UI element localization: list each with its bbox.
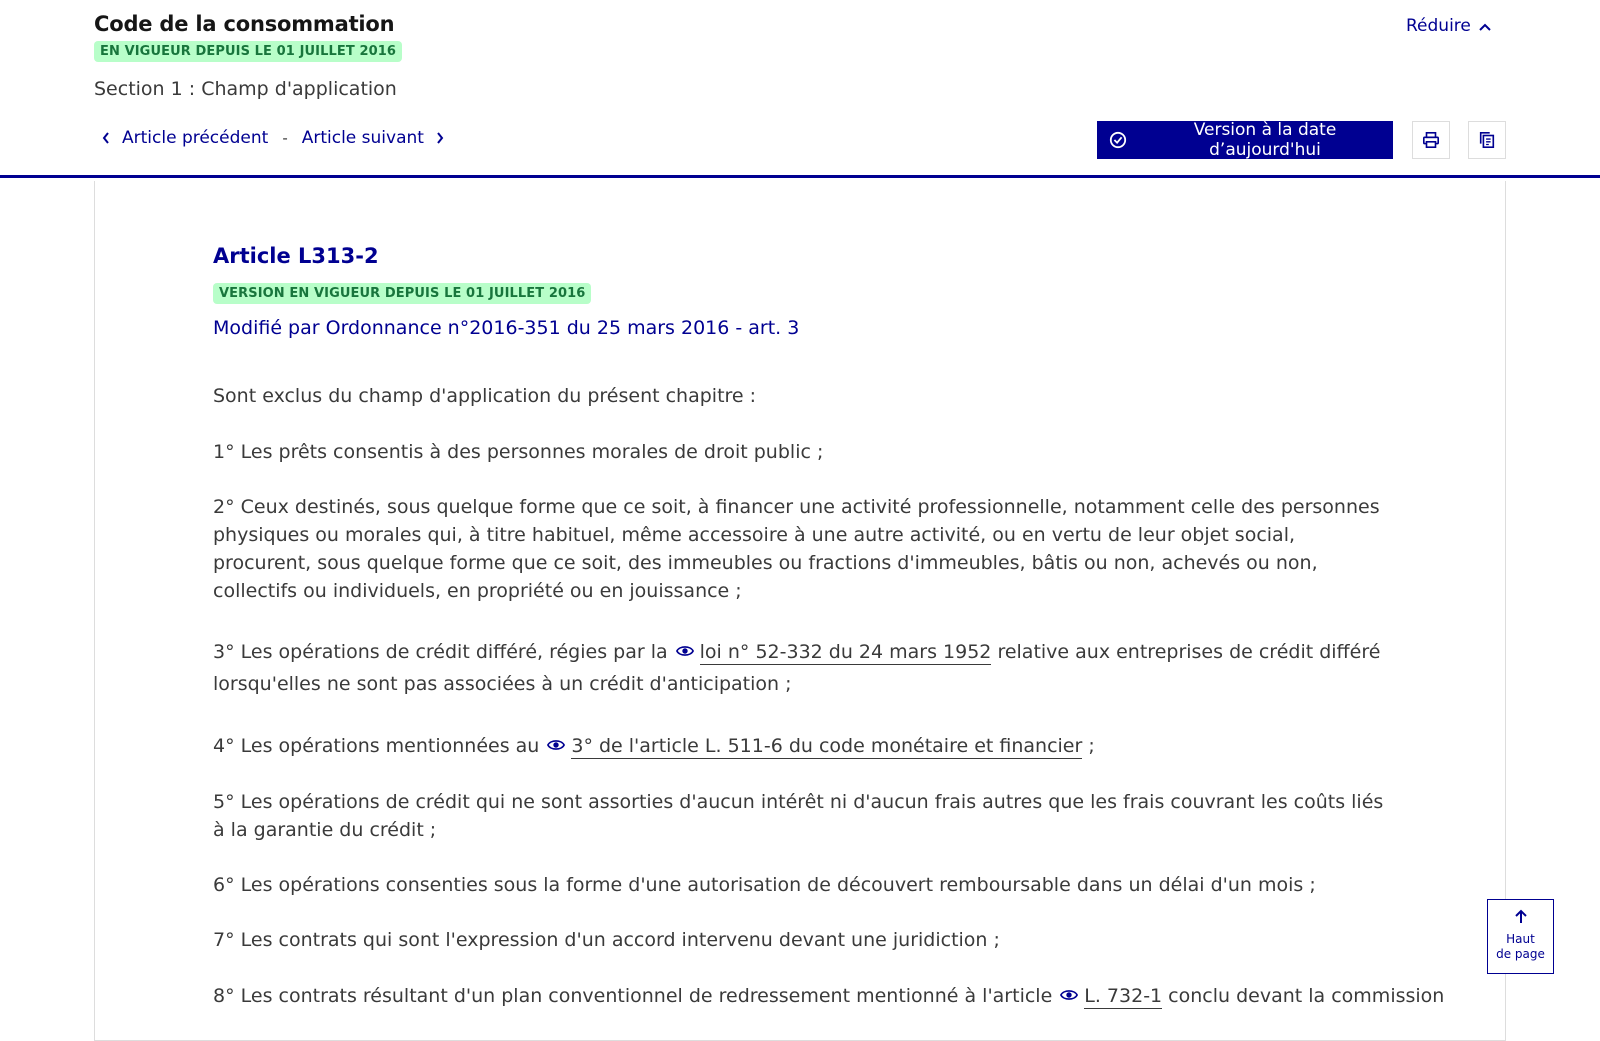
print-button[interactable] bbox=[1412, 121, 1450, 159]
reduce-label: Réduire bbox=[1406, 16, 1471, 36]
article-paragraph-6: 6° Les opérations consenties sous la forme d'une autorisation de découvert remboursable dans un délai d'un mois ; bbox=[213, 874, 1316, 896]
next-article-label: Article suivant bbox=[301, 128, 424, 148]
eye-icon bbox=[1060, 986, 1078, 1004]
article-intro: Sont exclus du champ d'application du présent chapitre : bbox=[213, 385, 757, 407]
chevron-right-icon bbox=[436, 129, 444, 148]
version-badge: VERSION EN VIGUEUR DEPUIS LE 01 JUILLET 2016 bbox=[213, 283, 591, 304]
copy-icon bbox=[1478, 131, 1496, 149]
section-title: Section 1 : Champ d'application bbox=[94, 78, 397, 100]
article-paragraph-5: 5° Les opérations de crédit qui ne sont assorties d'aucun intérêt ni d'aucun frais autres que les frais couvrant les coûts liés à la garantie du crédit ; bbox=[213, 791, 1384, 841]
article-paragraph-7: 7° Les contrats qui sont l'expression d'un accord intervenu devant une juridiction ; bbox=[213, 929, 1000, 951]
paragraph-4-text-end: ; bbox=[1082, 735, 1095, 757]
law-link[interactable]: loi n° 52-332 du 24 mars 1952 bbox=[699, 641, 992, 663]
article-paragraph-1: 1° Les prêts consentis à des personnes morales de droit public ; bbox=[213, 441, 824, 463]
article-paragraph-4 bbox=[213, 732, 1393, 760]
copy-button[interactable] bbox=[1468, 121, 1506, 159]
eye-icon bbox=[547, 736, 565, 754]
nav-separator: - bbox=[282, 129, 288, 147]
modified-by-link[interactable]: Modifié par Ordonnance n°2016-351 du 25 mars 2016 - art. 3 bbox=[213, 317, 800, 339]
chevron-left-icon bbox=[102, 129, 110, 148]
reduce-button[interactable] bbox=[1406, 16, 1491, 36]
previous-article-label: Article précédent bbox=[122, 128, 269, 148]
paragraph-3-text: 3° Les opérations de crédit différé, régies par la bbox=[213, 641, 668, 663]
paragraph-3-text-end: relative aux entreprises de crédit différé lorsqu'elles ne sont pas associées à un crédit d'anticipation ; bbox=[213, 641, 1381, 695]
code-title: Code de la consommation bbox=[94, 12, 395, 36]
article-header bbox=[213, 244, 1393, 339]
check-circle-icon bbox=[1109, 131, 1127, 149]
article-paragraph-3 bbox=[213, 636, 1393, 700]
todays-version-label: Version à la date d’aujourd'hui bbox=[1193, 120, 1337, 160]
article-title: Article L313-2 bbox=[213, 244, 379, 268]
chevron-up-icon bbox=[1479, 20, 1491, 34]
article-link[interactable]: L. 732-1 bbox=[1084, 985, 1163, 1007]
back-to-top-line1: Haut bbox=[1506, 932, 1535, 946]
paragraph-4-text: 4° Les opérations mentionnées au bbox=[213, 735, 540, 757]
page-header bbox=[0, 0, 1600, 178]
article-paragraph-8 bbox=[213, 982, 1445, 1011]
todays-version-button[interactable] bbox=[1097, 121, 1393, 159]
back-to-top-button[interactable] bbox=[1487, 899, 1554, 974]
previous-article-link[interactable] bbox=[102, 128, 268, 148]
arrow-up-icon bbox=[1488, 910, 1553, 928]
printer-icon bbox=[1422, 131, 1440, 149]
article-paragraph-2: 2° Ceux destinés, sous quelque forme que ce soit, à financer une activité professionnelle, notamment celle des personnes physiques ou morales qui, à titre habituel, même accessoire à une autre activité, ou en vertu de leur objet social, procurent, sous quelque forme que ce soit, des immeubles ou fractions d'immeubles, bâtis ou non, achevés ou non, collectifs ou individuels, en propriété ou en jouissance ; bbox=[213, 496, 1380, 602]
article-navigation bbox=[102, 128, 444, 148]
status-badge: EN VIGUEUR DEPUIS LE 01 JUILLET 2016 bbox=[94, 41, 402, 62]
back-to-top-line2: de page bbox=[1496, 947, 1545, 961]
paragraph-8-text: 8° Les contrats résultant d'un plan conventionnel de redressement mentionné à l'article bbox=[213, 985, 1053, 1007]
code-article-link[interactable]: 3° de l'article L. 511-6 du code monétaire et financier bbox=[571, 735, 1083, 757]
paragraph-8-text-end: conclu devant la commission bbox=[1162, 985, 1445, 1007]
eye-icon bbox=[676, 642, 694, 660]
next-article-link[interactable] bbox=[302, 128, 444, 148]
